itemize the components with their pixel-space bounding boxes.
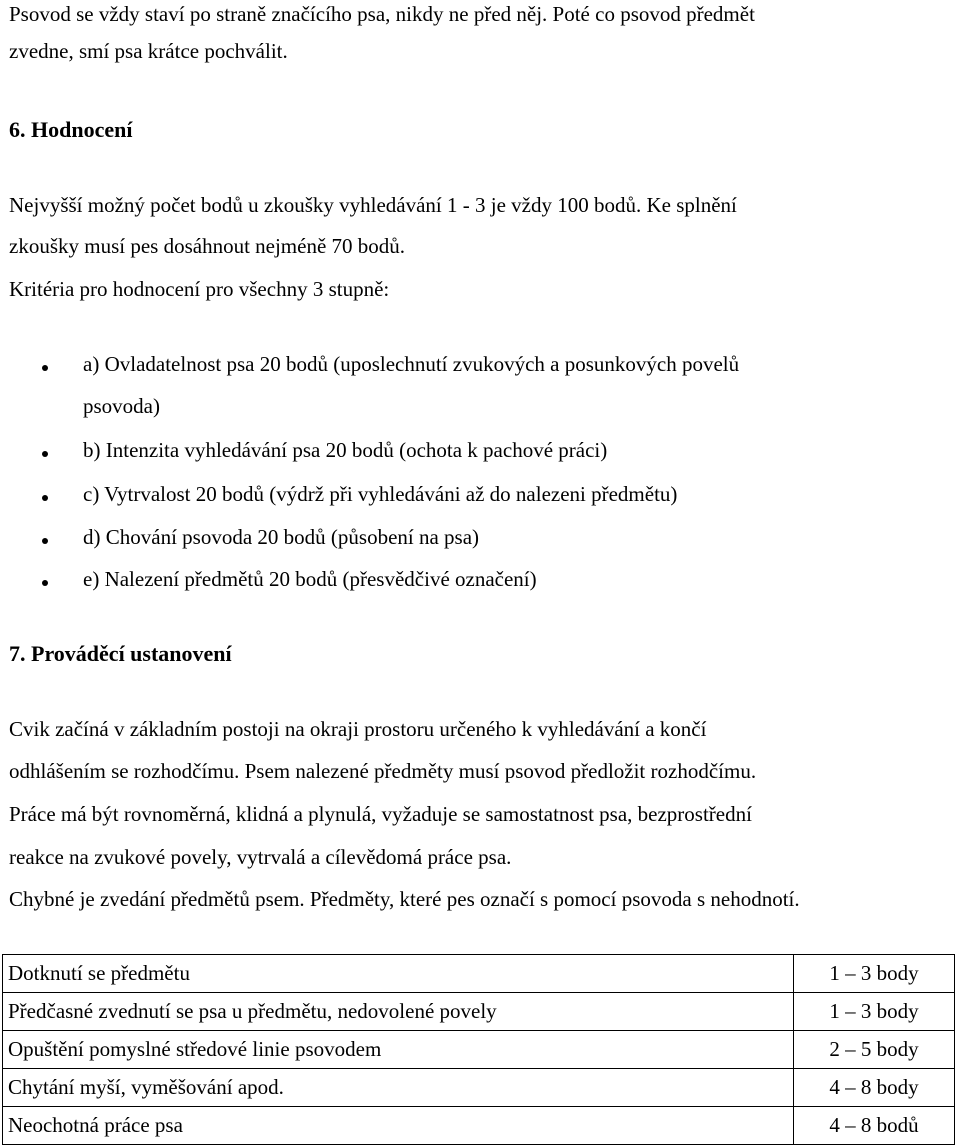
- bullet-icon: [42, 538, 48, 544]
- table-row: [3, 1069, 955, 1107]
- table-row: [3, 993, 955, 1031]
- points-cell: 1 – 3 body: [794, 955, 955, 993]
- points-cell: 4 – 8 bodů: [794, 1107, 955, 1145]
- section-7-heading: 7. Prováděcí ustanovení: [9, 641, 232, 666]
- section-6-paragraph-line-2: zkoušky musí pes dosáhnout nejméně 70 bodů.: [9, 234, 406, 258]
- penalty-table: [2, 954, 955, 1145]
- table-row: [3, 1031, 955, 1069]
- fault-cell: Dotknutí se předmětu: [3, 955, 794, 993]
- criteria-item-a-continued: psovoda): [83, 394, 160, 418]
- bullet-icon: [42, 580, 48, 586]
- points-cell: 4 – 8 body: [794, 1069, 955, 1107]
- intro-line-1: Psovod se vždy staví po straně značícího psa, nikdy ne před něj. Poté co psovod předmět: [9, 2, 755, 26]
- section-7-line-4: reakce na zvukové povely, vytrvalá a cílevědomá práce psa.: [9, 845, 512, 869]
- fault-cell: Opuštění pomyslné středové linie psovodem: [3, 1031, 794, 1069]
- bullet-icon: [42, 495, 48, 501]
- bullet-icon: [42, 451, 48, 457]
- criteria-item-d: d) Chování psovoda 20 bodů (působení na psa): [83, 525, 480, 549]
- section-7-line-2: odhlášením se rozhodčímu. Psem nalezené předměty musí psovod předložit rozhodčímu.: [9, 759, 757, 783]
- points-cell: 2 – 5 body: [794, 1031, 955, 1069]
- section-6-heading: 6. Hodnocení: [9, 117, 133, 142]
- points-cell: 1 – 3 body: [794, 993, 955, 1031]
- section-7-line-3: Práce má být rovnoměrná, klidná a plynulá, vyžaduje se samostatnost psa, bezprostřední: [9, 802, 752, 826]
- fault-cell: Neochotná práce psa: [3, 1107, 794, 1145]
- table-row: [3, 955, 955, 993]
- fault-cell: Chytání myší, vyměšování apod.: [3, 1069, 794, 1107]
- fault-cell: Předčasné zvednutí se psa u předmětu, nedovolené povely: [3, 993, 794, 1031]
- section-6-paragraph-line-1: Nejvyšší možný počet bodů u zkoušky vyhledávání 1 - 3 je vždy 100 bodů. Ke splnění: [9, 193, 737, 217]
- table-row: [3, 1107, 955, 1145]
- criteria-item-a: a) Ovladatelnost psa 20 bodů (uposlechnutí zvukových a posunkových povelů: [83, 352, 740, 376]
- criteria-intro: Kritéria pro hodnocení pro všechny 3 stupně:: [9, 277, 390, 301]
- intro-line-2: zvedne, smí psa krátce pochválit.: [9, 39, 288, 63]
- section-7-line-1: Cvik začíná v základním postoji na okraji prostoru určeného k vyhledávání a končí: [9, 717, 707, 741]
- criteria-item-b: b) Intenzita vyhledávání psa 20 bodů (ochota k pachové práci): [83, 438, 608, 462]
- criteria-item-e: e) Nalezení předmětů 20 bodů (přesvědčivé označení): [83, 567, 537, 591]
- section-7-line-5: Chybné je zvedání předmětů psem. Předměty, které pes označí s pomocí psovoda s nehodnotí.: [9, 887, 800, 911]
- criteria-item-c: c) Vytrvalost 20 bodů (výdrž při vyhledáváni až do nalezeni předmětu): [83, 482, 678, 506]
- bullet-icon: [42, 365, 48, 371]
